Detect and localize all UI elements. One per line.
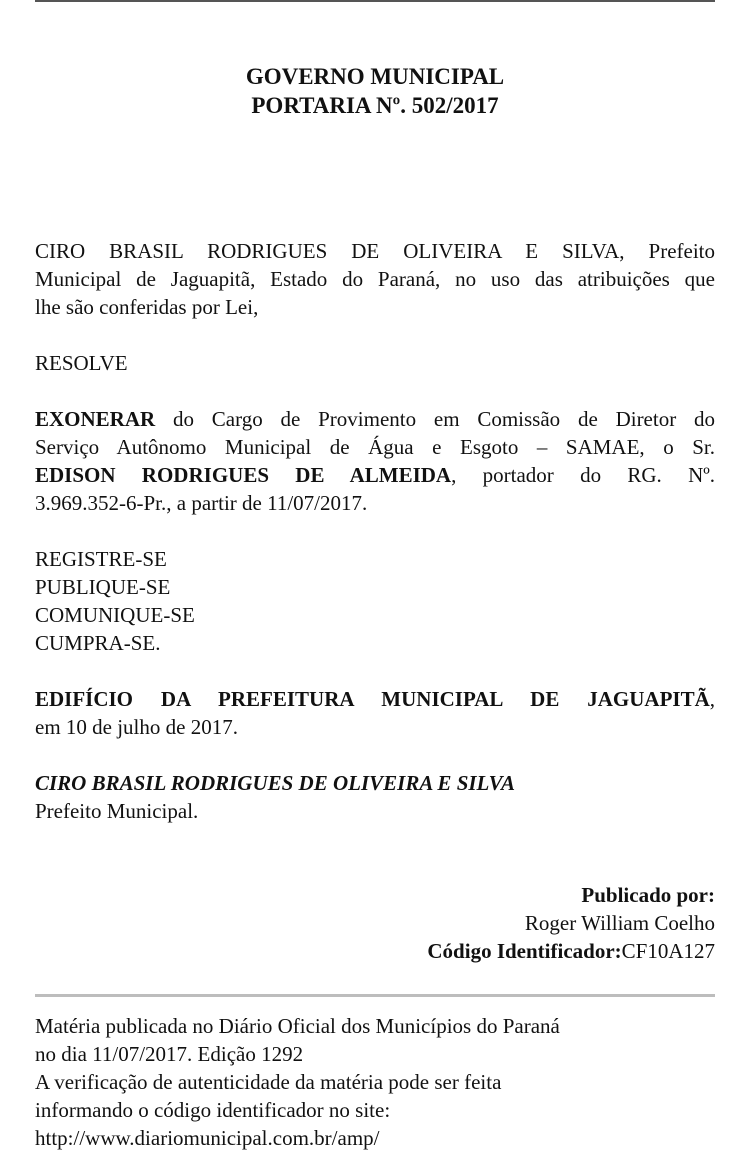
publisher-name: Roger William Coelho	[524, 911, 715, 935]
footer-line-1: Matéria publicada no Diário Oficial dos Municípios do Paraná	[35, 1014, 560, 1038]
identifier-line	[35, 937, 715, 965]
preamble-paragraph	[35, 237, 715, 321]
header-government: GOVERNO MUNICIPAL	[245, 64, 505, 89]
employee-name: EDISON RODRIGUES DE ALMEIDA	[35, 463, 452, 487]
decision-verb: EXONERAR	[35, 407, 156, 431]
decision-line-3	[35, 461, 715, 489]
order-communicate: COMUNIQUE-SE	[35, 603, 195, 627]
header-ordinance-number: PORTARIA Nº. 502/2017	[251, 93, 499, 118]
publication-footer	[35, 1012, 730, 1152]
top-divider	[35, 0, 715, 2]
identifier-code: CF10A127	[621, 939, 715, 963]
decision-paragraph	[35, 405, 715, 517]
decision-line-4: 3.969.352-6-Pr., a partir de 11/07/2017.	[35, 491, 368, 515]
published-by-label: Publicado por:	[581, 883, 715, 907]
order-publish: PUBLIQUE-SE	[35, 575, 171, 599]
footer-line-4: informando o código identificador no site:	[35, 1098, 391, 1122]
identifier-label: Código Identificador:	[427, 939, 622, 963]
decision-line-2: Serviço Autônomo Municipal de Água e Esgoto – SAMAE, o Sr.	[35, 435, 715, 459]
document-header	[35, 62, 715, 120]
decision-line-1	[35, 405, 715, 433]
footer-line-2: no dia 11/07/2017. Edição 1292	[35, 1042, 304, 1066]
preamble-line-2: Municipal de Jaguapitã, Estado do Paraná, no uso das atribuições que	[35, 267, 715, 291]
footer-line-3: A verificação de autenticidade da matéria pode ser feita	[35, 1070, 502, 1094]
location-line-1	[35, 685, 715, 713]
signature-block	[35, 769, 715, 825]
closing-orders	[35, 545, 715, 657]
order-register: REGISTRE-SE	[35, 547, 167, 571]
location-date: em 10 de julho de 2017.	[35, 715, 238, 739]
publication-block	[35, 881, 715, 965]
signatory-name: CIRO BRASIL RODRIGUES DE OLIVEIRA E SILVA	[35, 771, 516, 795]
signatory-title: Prefeito Municipal.	[35, 799, 199, 823]
resolve-heading: RESOLVE	[35, 351, 128, 375]
decision-text-1: do Cargo de Provimento em Comissão de Diretor do	[155, 407, 715, 431]
preamble-line-1: CIRO BRASIL RODRIGUES DE OLIVEIRA E SILVA, Prefeito	[35, 239, 715, 263]
location-comma: ,	[709, 687, 715, 711]
preamble-line-3: lhe são conferidas por Lei,	[35, 295, 259, 319]
footer-url[interactable]: http://www.diariomunicipal.com.br/amp/	[35, 1126, 380, 1150]
location-building: EDIFÍCIO DA PREFEITURA MUNICIPAL DE JAGUAPITÃ	[35, 687, 710, 711]
decision-text-3: , portador do RG. Nº.	[451, 463, 716, 487]
footer-divider	[35, 994, 715, 997]
order-comply: CUMPRA-SE.	[35, 631, 161, 655]
location-paragraph	[35, 685, 715, 741]
